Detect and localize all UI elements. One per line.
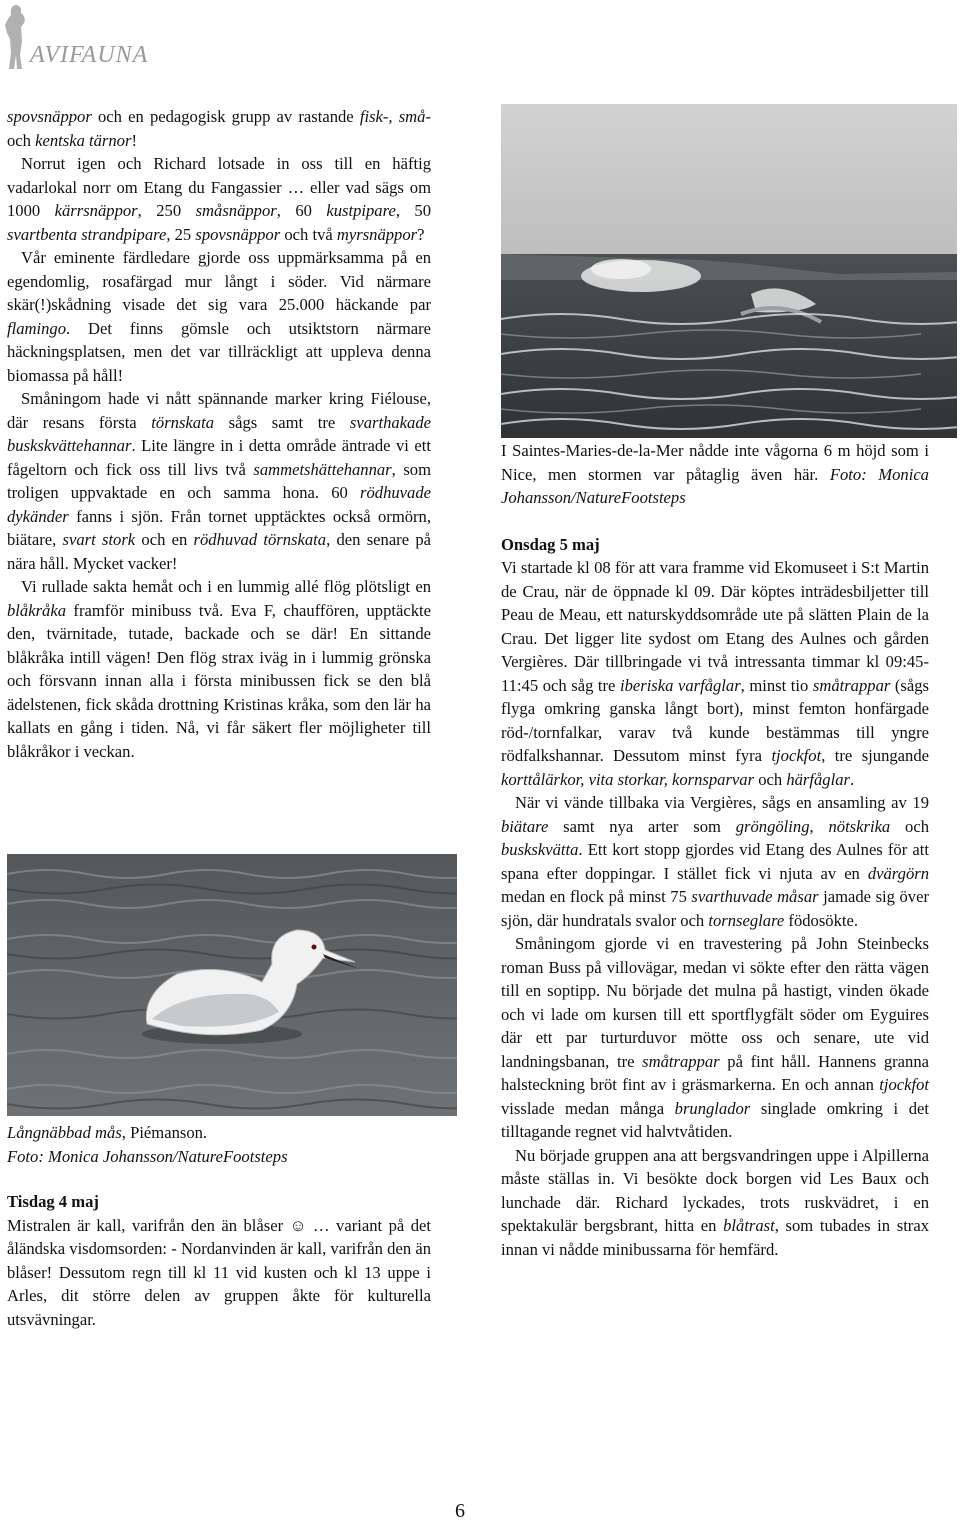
- text: och en: [135, 530, 194, 549]
- text: , som troligen uppvaktade en och samma hona. 60: [7, 459, 431, 502]
- species-name: rödhuvade dykänder: [7, 483, 431, 526]
- species-name: korttålärkor, vita storkar, kornsparvar: [501, 769, 755, 789]
- page-number: 6: [455, 1500, 465, 1522]
- birdwatcher-silhouette-icon: [2, 3, 30, 73]
- text: , den senare på nära håll. Mycket vacker!: [7, 530, 431, 573]
- species-name: tjockfot: [879, 1075, 929, 1094]
- paragraph: [7, 387, 431, 575]
- species-name: flamingo: [7, 318, 67, 338]
- paragraph: Nu började gruppen ana att bergsvandringen uppe i Alpillerna måste ställas in. Vi besökte dock borgen vid Les Baux och lunchade där. Richard lyckades, trots ruskvädret, i en spektakulär bergsbrant, hitta en blåtrast, som tubades in strax innan vi nådde minibussarna för hemfärd.: [501, 1145, 929, 1259]
- species-name: brunglador: [674, 1098, 751, 1118]
- text: . Lite längre in i detta område äntrade vi ett fågeltorn och fick oss till livs två: [7, 436, 431, 479]
- species-name: kustpipare: [326, 201, 396, 220]
- species-name: småsnäppor: [195, 201, 277, 220]
- section-heading: Tisdag 4 maj: [7, 1192, 99, 1211]
- species-name: svart stork: [62, 530, 136, 549]
- paragraph: När vi vände tillbaka via Vergières, sågs en ansamling av 19 biätare samt nya arter som gröngöling, nötskrika och buskskvätta. Ett kort stopp gjordes vid Etang des Aulnes för att spana efter doppingar. I stället fick vi njuta av en dvärgörn medan en flock på minst 75 svarthuvade måsar jamade sig över sjön, där hundratals svalor och tornseglare födosökte.: [501, 793, 930, 930]
- species-name: svarthakade buskskvättehannar: [7, 412, 431, 455]
- text: Norrut igen och Richard lotsade in oss till en häftig vadarlokal norr om Etang du Fangassier … eller vad sägs om 1000: [7, 154, 431, 220]
- text: . Det finns gömsle och utsiktstorn närmare häckningsplatsen, men det var tillräckligt att uppleva denna biomassa på håll!: [7, 318, 431, 385]
- species-name: dvärgörn: [867, 863, 929, 883]
- tuesday-section: [7, 1190, 431, 1331]
- gull-photo-caption: [7, 1121, 437, 1168]
- species-name: gröngöling: [735, 816, 810, 836]
- species-name: spovsnäppor: [195, 224, 281, 244]
- text: , 25: [166, 224, 196, 244]
- species-name: sammetshättehannar: [253, 459, 392, 479]
- avifauna-logo: [0, 0, 200, 80]
- text: ?: [417, 224, 425, 244]
- species-name: småtrappar: [812, 675, 891, 695]
- section-heading: Onsdag 5 maj: [501, 534, 600, 554]
- text: , 50: [395, 201, 432, 220]
- paragraph: [7, 152, 431, 246]
- caption-place: , Piémanson.: [121, 1123, 208, 1142]
- caption-line: [7, 1121, 437, 1145]
- species-name: blåkråka: [7, 600, 66, 620]
- species-name: myrsnäppor: [336, 224, 418, 244]
- paragraph: Mistralen är kall, varifrån den än blåser ☺ … variant på det åländska visdomsorden: - Nordanvinden är kall, varifrån den än blåser! Dessutom regn till kl 11 vid kusten och kl 13 uppe i Arles, dit större delen av gruppen åkte för kulturella utsvävningar.: [7, 1215, 431, 1329]
- species-name: tjockfot: [771, 746, 822, 765]
- paragraph: [7, 575, 431, 763]
- photo-credit: Foto: Monica Johansson/NatureFootsteps: [501, 464, 929, 507]
- species-name: nötskrika: [828, 816, 891, 836]
- text: Vi rullade sakta hemåt och i en lummig allé flög plötsligt en: [21, 577, 431, 596]
- text: och en pedagogisk grupp av rastande: [91, 107, 360, 126]
- species-name: biätare: [501, 816, 549, 836]
- left-column: [7, 105, 431, 763]
- paragraph: Vi startade kl 08 för att vara framme vid Ekomuseet i S:t Martin de Crau, när de öppnade kl 09. Där köptes inträdesbiljetter till Peau de Meau, ett naturskyddsområde ute på slätten Plain de la Crau. Det ligger lite sydost om Etang des Aulnes och gården Vergières. Där tillbringade vi två intressanta timmar kl 09:45-11:45 och såg tre iberiska varfåglar, minst tio småtrappar (sågs flyga omkring ganska långt bort), minst femton honfärgade röd-/tornfalkar, varav två kunde bestämmas till yngre rödfalkshannar. Dessutom minst fyra tjockfot, tre sjungande korttålärkor, vita storkar, kornsparvar och härfåglar.: [501, 558, 929, 789]
- species-name: småtrappar: [642, 1051, 720, 1071]
- species-name: rödhuvad törnskata: [193, 530, 327, 549]
- species-name: kentska tärnor: [35, 130, 132, 150]
- photo-credit: Foto: Monica Johansson/NatureFootsteps: [7, 1146, 288, 1166]
- storm-sea-photo: [501, 104, 957, 438]
- text: och två: [280, 224, 337, 244]
- species-name: buskskvätta: [501, 840, 579, 859]
- text: !: [131, 130, 137, 150]
- logo-text: AVIFAUNA: [30, 42, 149, 68]
- species-name: Långnäbbad mås: [7, 1123, 122, 1142]
- right-column: [501, 439, 929, 1261]
- paragraph: Småningom gjorde vi en travestering på John Steinbecks roman Buss på villovägar, medan vi sökte efter den rätta vägen till en soptipp. Nu började det mulna på hastigt, vinden ökade och vi lade om kursen till ett sportflygfält söder om Eyguires där ett par turturduvor mötte oss och senare, ute vid landningsbanan, tre småtrappar på fint håll. Hannens granna halsteckning bröt fint av i gräsmarkerna. En och annan tjockfot visslade medan många brunglador singlade omkring i det tilltagande regnet vid halvtvåtiden.: [501, 934, 929, 1141]
- text: fanns i sjön. Från tornet upptäcktes också ormörn, biätare,: [7, 506, 431, 549]
- species-name: törnskata: [151, 412, 214, 432]
- species-name: svarthuvade måsar: [691, 887, 819, 906]
- text: Vår eminente färdledare gjorde oss uppmärksamma på en egendomlig, rosafärgad mur långt i söder. Vid närmare skär(!)skådning visade det sig vara 25.000 häckande par: [7, 248, 431, 314]
- species-name: iberiska varfåglar: [619, 675, 741, 695]
- species-name: tornseglare: [708, 910, 785, 930]
- text: , 250: [137, 201, 196, 220]
- text: och: [7, 130, 36, 150]
- text: Småningom hade vi nått spännande marker kring Fiélouse, där resans första: [7, 389, 431, 432]
- paragraph: [7, 105, 431, 152]
- paragraph: [7, 246, 431, 387]
- species-name: blåtrast: [723, 1216, 775, 1235]
- sea-photo-caption: I Saintes-Maries-de-la-Mer nådde inte vågorna 6 m höjd som i Nice, men stormen var påtaglig även här. Foto: Monica Johansson/NatureFootsteps: [501, 441, 929, 507]
- species-name: spovsnäppor: [7, 107, 92, 126]
- species-name: härfåglar: [786, 769, 850, 789]
- text: framför minibuss två. Eva F, chauffören, upptäckte den, tvärnitade, tutade, backade och se där! En sittande blåkråka intill vägen! Den flög strax iväg in i lummig grönska och försvann innan alla i första minibussen fick se den blå ädelstenen, fick skåda drottning Kristinas kråka, som den lär ha kallats en gång i tiden. Nå, vi får säkert fler möjligheter till blåkråkor i veckan.: [7, 600, 431, 761]
- gull-photo: [7, 854, 457, 1116]
- species-name: fisk-, små-: [359, 107, 431, 126]
- species-name: svartbenta strandpipare: [7, 224, 167, 244]
- text: , 60: [276, 201, 327, 220]
- text: sågs samt tre: [214, 412, 350, 432]
- species-name: kärrsnäppor: [54, 201, 138, 220]
